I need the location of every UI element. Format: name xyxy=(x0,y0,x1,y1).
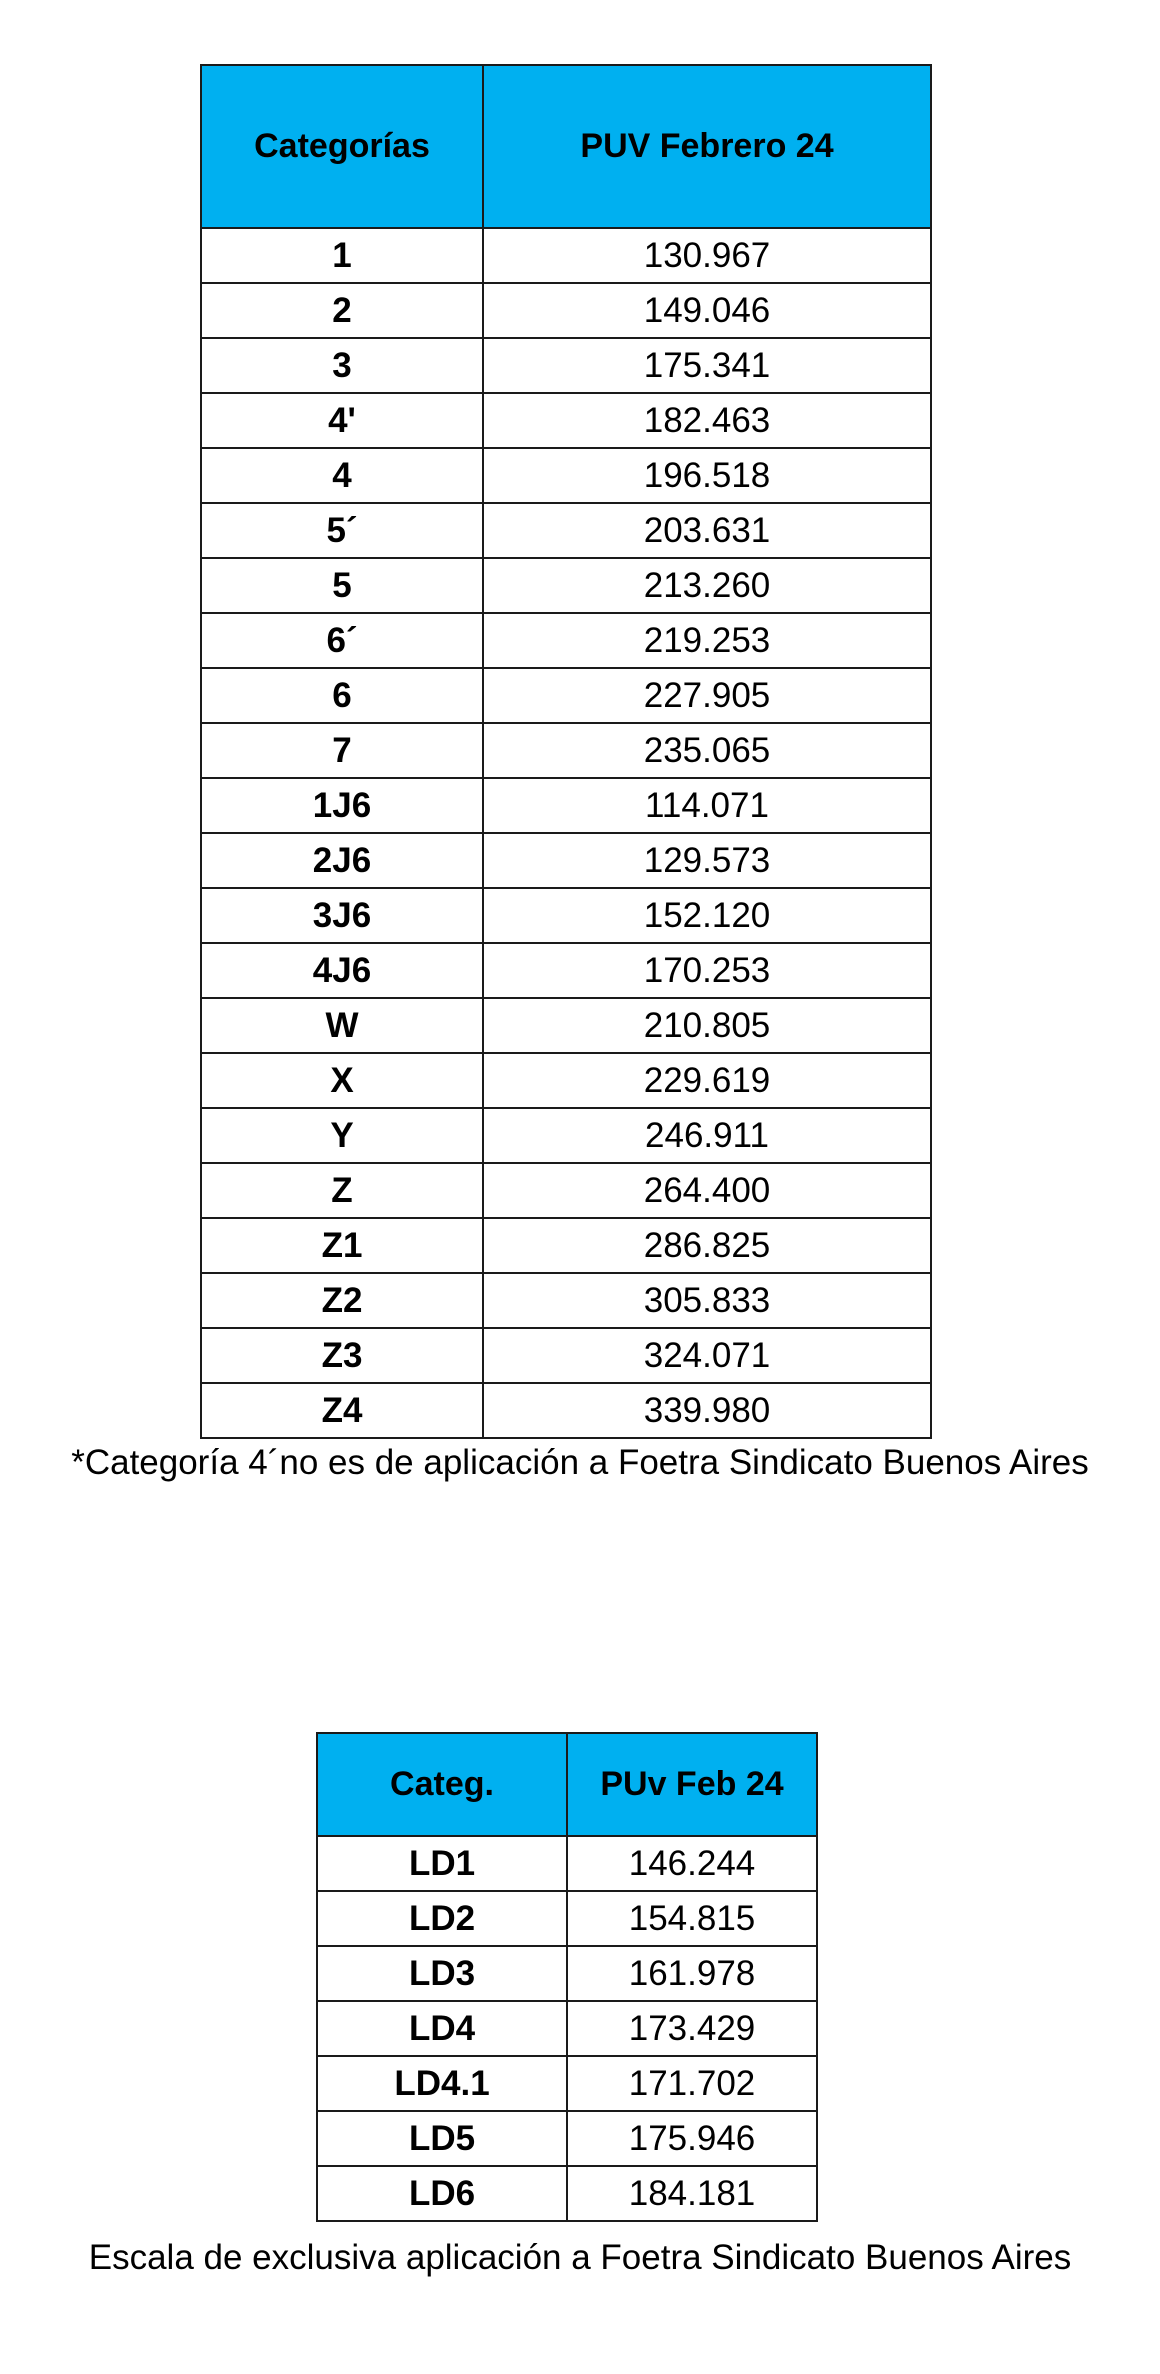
table-header-row xyxy=(317,1733,817,1836)
table-row xyxy=(317,2111,817,2166)
category-cell: 6´ xyxy=(201,613,483,668)
category-cell: 1 xyxy=(201,228,483,283)
value-cell: 149.046 xyxy=(483,283,931,338)
category-cell: 5´ xyxy=(201,503,483,558)
table-row xyxy=(201,558,931,613)
table-row xyxy=(201,613,931,668)
table-header-row xyxy=(201,65,931,228)
category-cell: 3 xyxy=(201,338,483,393)
table-row xyxy=(201,503,931,558)
category-cell: Z3 xyxy=(201,1328,483,1383)
value-cell: 210.805 xyxy=(483,998,931,1053)
header-categorias: Categorías xyxy=(201,65,483,228)
table-row xyxy=(201,448,931,503)
table-row xyxy=(317,1946,817,2001)
value-cell: 161.978 xyxy=(567,1946,817,2001)
header-categ: Categ. xyxy=(317,1733,567,1836)
puv-table-body xyxy=(201,228,931,1438)
value-cell: 235.065 xyxy=(483,723,931,778)
category-cell: LD1 xyxy=(317,1836,567,1891)
value-cell: 286.825 xyxy=(483,1218,931,1273)
ld-table-body xyxy=(317,1836,817,2221)
category-cell: LD6 xyxy=(317,2166,567,2221)
table-row xyxy=(201,1328,931,1383)
table-row xyxy=(201,778,931,833)
table-row xyxy=(201,943,931,998)
table-row xyxy=(201,1218,931,1273)
ld-table xyxy=(316,1732,818,2222)
category-cell: 3J6 xyxy=(201,888,483,943)
value-cell: 203.631 xyxy=(483,503,931,558)
value-cell: 227.905 xyxy=(483,668,931,723)
category-cell: LD3 xyxy=(317,1946,567,2001)
table-row xyxy=(201,228,931,283)
value-cell: 229.619 xyxy=(483,1053,931,1108)
table-row xyxy=(317,1836,817,1891)
category-cell: LD2 xyxy=(317,1891,567,1946)
value-cell: 264.400 xyxy=(483,1163,931,1218)
table-footnote: *Categoría 4´no es de aplicación a Foetra Sindicato Buenos Aires xyxy=(71,1443,1089,1482)
category-cell: LD5 xyxy=(317,2111,567,2166)
header-puv-febrero: PUV Febrero 24 xyxy=(483,65,931,228)
value-cell: 129.573 xyxy=(483,833,931,888)
table-row xyxy=(201,393,931,448)
value-cell: 305.833 xyxy=(483,1273,931,1328)
category-cell: 2J6 xyxy=(201,833,483,888)
value-cell: 152.120 xyxy=(483,888,931,943)
category-cell: 4' xyxy=(201,393,483,448)
value-cell: 175.946 xyxy=(567,2111,817,2166)
value-cell: 213.260 xyxy=(483,558,931,613)
table-row xyxy=(201,1053,931,1108)
value-cell: 114.071 xyxy=(483,778,931,833)
table-row xyxy=(201,833,931,888)
category-cell: Z4 xyxy=(201,1383,483,1438)
category-cell: 6 xyxy=(201,668,483,723)
table-row xyxy=(201,1383,931,1438)
category-cell: X xyxy=(201,1053,483,1108)
table-footnote: Escala de exclusiva aplicación a Foetra Sindicato Buenos Aires xyxy=(88,2238,1072,2277)
category-cell: 2 xyxy=(201,283,483,338)
table-row xyxy=(317,2001,817,2056)
table-row xyxy=(201,723,931,778)
category-cell: W xyxy=(201,998,483,1053)
table-row xyxy=(317,1891,817,1946)
value-cell: 154.815 xyxy=(567,1891,817,1946)
table-row xyxy=(201,1163,931,1218)
category-cell: LD4 xyxy=(317,2001,567,2056)
value-cell: 182.463 xyxy=(483,393,931,448)
value-cell: 171.702 xyxy=(567,2056,817,2111)
value-cell: 196.518 xyxy=(483,448,931,503)
table-row xyxy=(201,1108,931,1163)
table-row xyxy=(201,1273,931,1328)
category-cell: 1J6 xyxy=(201,778,483,833)
category-cell: 4J6 xyxy=(201,943,483,998)
table-row xyxy=(317,2056,817,2111)
puv-table xyxy=(200,64,932,1439)
table-row xyxy=(201,338,931,393)
category-cell: 5 xyxy=(201,558,483,613)
value-cell: 184.181 xyxy=(567,2166,817,2221)
table-row xyxy=(317,2166,817,2221)
table-row xyxy=(201,668,931,723)
value-cell: 219.253 xyxy=(483,613,931,668)
category-cell: Z1 xyxy=(201,1218,483,1273)
category-cell: 7 xyxy=(201,723,483,778)
category-cell: Y xyxy=(201,1108,483,1163)
category-cell: LD4.1 xyxy=(317,2056,567,2111)
value-cell: 324.071 xyxy=(483,1328,931,1383)
value-cell: 146.244 xyxy=(567,1836,817,1891)
table-row xyxy=(201,888,931,943)
category-cell: Z2 xyxy=(201,1273,483,1328)
value-cell: 130.967 xyxy=(483,228,931,283)
category-cell: 4 xyxy=(201,448,483,503)
value-cell: 339.980 xyxy=(483,1383,931,1438)
value-cell: 246.911 xyxy=(483,1108,931,1163)
table-row xyxy=(201,283,931,338)
category-cell: Z xyxy=(201,1163,483,1218)
value-cell: 173.429 xyxy=(567,2001,817,2056)
value-cell: 170.253 xyxy=(483,943,931,998)
table-row xyxy=(201,998,931,1053)
value-cell: 175.341 xyxy=(483,338,931,393)
header-puv-feb: PUv Feb 24 xyxy=(567,1733,817,1836)
